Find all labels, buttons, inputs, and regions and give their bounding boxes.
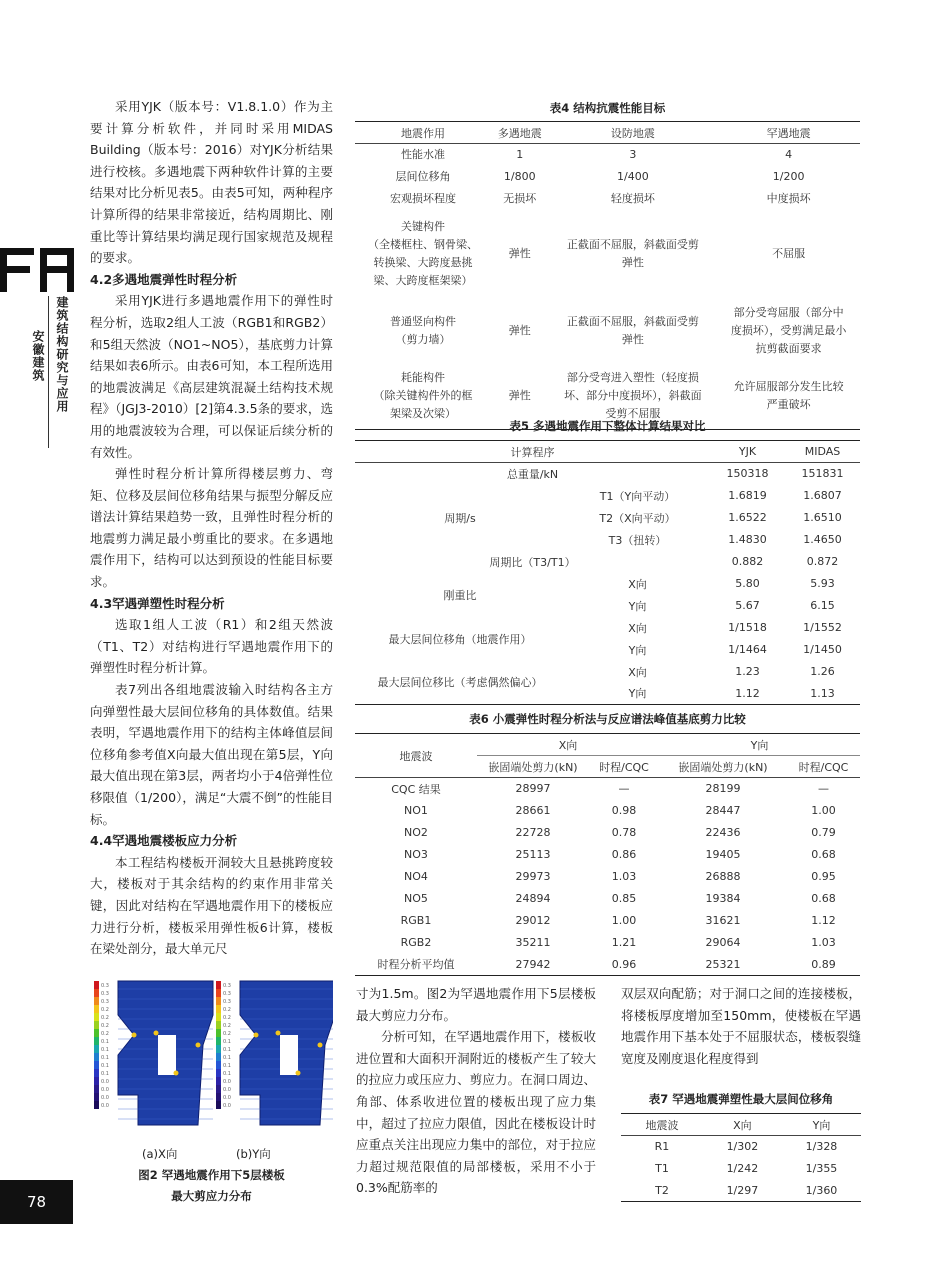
table6-cell: 0.68 — [811, 848, 836, 861]
table6-cell: 0.95 — [811, 870, 836, 883]
table5-cell: 1.4650 — [803, 533, 842, 546]
table5-sub: T2（X向平动） — [599, 511, 676, 525]
table6-cell: 29012 — [515, 914, 551, 927]
legend-label: 0.3 — [223, 991, 231, 997]
legend-label: 0.1 — [101, 1055, 109, 1061]
legend-label: 0.2 — [101, 1031, 109, 1037]
table5-cell: 1/1518 — [728, 621, 767, 634]
table6-header: 嵌固端处剪力(kN) — [659, 756, 787, 778]
table5-cell: 0.872 — [806, 555, 839, 568]
table4-header: 罕遇地震 — [717, 122, 860, 144]
table-row — [621, 1180, 861, 1202]
table6-cell: 0.98 — [611, 804, 637, 817]
table7-cell: T2 — [655, 1183, 669, 1197]
table5 — [355, 440, 860, 705]
legend-label: 0.3 — [101, 999, 109, 1005]
legend-label: 0.2 — [223, 1031, 231, 1037]
table-row — [355, 210, 860, 298]
table-row — [355, 298, 860, 364]
table-row — [355, 778, 860, 800]
table5-sub: X向 — [628, 577, 647, 591]
paragraph: 表7列出各组地震波输入时结构各主方向弹塑性最大层间位移角的具体数值。结果表明，罕遇地震作用下的结构主体峰值层间位移角参考值X向最大值出现在第5层，Y向最大值出现在第3层，两者均小于4倍弹性位移限值（1/200），满足“大震不倒”的性能目标。 — [90, 682, 333, 827]
legend-swatch — [216, 1013, 221, 1021]
table6-cell: CQC 结果 — [391, 782, 441, 796]
table6-header: 地震波 — [355, 734, 477, 778]
paragraph: 采用YJK（版本号：V1.8.1.0）作为主要计算分析软件，并同时采用MIDAS Building（版本号：2016）对YJK分析结果进行校核。多遇地震下两种软件计算的主要结果对比分析见表5。由表5可知，两种程序计算所得的结果非常接近，结构周期比、刚重比等计算结果均满足现行国家规范及规程的要求。 — [90, 99, 333, 266]
table5-cell: 0.882 — [731, 555, 764, 568]
table7-cell: 1/360 — [805, 1183, 838, 1197]
table6-cell: 28661 — [515, 804, 551, 817]
logo-mark-icon — [0, 248, 76, 292]
table6-cell: 1.03 — [611, 870, 637, 883]
stress-concentration — [254, 1033, 259, 1038]
slab-opening — [280, 1035, 298, 1075]
legend-swatch — [94, 1101, 99, 1109]
table5-cell: 151831 — [801, 467, 844, 481]
table6-cell: 28447 — [705, 804, 741, 817]
table7-header: 地震波 — [621, 1114, 703, 1136]
table6-header: 时程/CQC — [589, 756, 659, 778]
table6-cell: RGB1 — [400, 914, 432, 927]
table5-sub: T1（Y向平动） — [599, 489, 676, 503]
table4-cell: 无损坏 — [503, 191, 537, 205]
table6-cell: 0.89 — [811, 957, 836, 971]
table5-cell: 1/1552 — [803, 621, 842, 634]
stress-concentration — [196, 1043, 201, 1048]
legend-swatch — [94, 1021, 99, 1029]
table5-cell: 6.15 — [810, 599, 835, 612]
legend-swatch — [216, 1077, 221, 1085]
table4-cell: 弹性 — [508, 389, 531, 403]
page-number-box — [0, 1180, 73, 1224]
table5-header: MIDAS — [785, 441, 860, 463]
slab-opening — [158, 1035, 176, 1075]
journal-side-subtitle: 安徽建筑 — [31, 330, 45, 382]
legend-label: 0.2 — [223, 1007, 231, 1013]
table5-sub: T3（扭转） — [608, 533, 667, 547]
table4-cell: 轻度损坏 — [610, 191, 655, 205]
legend-swatch — [94, 1005, 99, 1013]
table-row — [355, 910, 860, 932]
table5-cell: 1/1464 — [728, 643, 767, 656]
table6-cell: 35211 — [515, 936, 551, 949]
legend-swatch — [94, 1061, 99, 1069]
table4-cell: 普通竖向构件 （剪力墙） — [390, 314, 457, 346]
table5-cell: 1.6510 — [803, 511, 842, 524]
table-row — [355, 844, 860, 866]
table6-cell: 1.21 — [611, 936, 637, 949]
figure-subcaption-a: (a)X向 — [142, 1147, 178, 1161]
table7-cell: 1/297 — [726, 1183, 759, 1197]
table7-caption: 表7 罕遇地震弹塑性最大层间位移角 — [648, 1092, 834, 1106]
table5-cell: 1.6807 — [803, 489, 842, 502]
table6-cell: 29064 — [705, 936, 741, 949]
figure-caption: 图2 罕遇地震作用下5层楼板 最大剪应力分布 — [138, 1168, 285, 1203]
legend-swatch — [216, 989, 221, 997]
journal-side-title: 建筑结构研究与应用 — [55, 296, 69, 413]
stress-concentration — [276, 1031, 281, 1036]
legend-label: 0.1 — [223, 1055, 231, 1061]
table6-cell: 25113 — [515, 848, 551, 861]
table6-cell: 19405 — [705, 848, 741, 861]
table6-header: Y向 — [659, 734, 860, 756]
table6-cell: 0.79 — [811, 826, 836, 839]
legend-swatch — [216, 1053, 221, 1061]
table5-cell: 1.26 — [810, 665, 835, 678]
table7-cell: T1 — [655, 1162, 669, 1175]
table6-cell: 31621 — [705, 914, 741, 927]
table5-label: 周期/s — [444, 511, 476, 525]
paragraph: 双层双向配筋；对于洞口之间的连接楼板，将楼板厚度增加至150mm，使楼板在罕遇地震作用下基本处于不屈服状态，楼板裂缝宽度及刚度退化程度得到 — [621, 986, 861, 1066]
table6-cell: 22728 — [515, 826, 551, 839]
table5-header: 计算程序 — [355, 441, 710, 463]
table5-cell: 1/1450 — [803, 643, 842, 656]
legend-label: 0.0 — [223, 1087, 231, 1093]
legend-label: 0.1 — [101, 1039, 109, 1045]
legend-label: 0.2 — [101, 1007, 109, 1013]
table5-sub: Y向 — [628, 599, 647, 613]
side-rule — [48, 296, 49, 448]
legend-label: 0.2 — [223, 1015, 231, 1021]
stress-concentration — [154, 1031, 159, 1036]
legend-swatch — [216, 1085, 221, 1093]
table-row — [355, 954, 860, 976]
table6-caption: 表6 小震弹性时程分析法与反应谱法峰值基底剪力比较 — [469, 712, 746, 726]
table6-cell: 26888 — [705, 870, 741, 883]
floor-stress-contour-figure — [90, 975, 333, 1140]
legend-swatch — [216, 1005, 221, 1013]
table6-cell: NO3 — [404, 848, 428, 861]
legend-swatch — [94, 1093, 99, 1101]
table6-cell: 1.03 — [811, 936, 836, 949]
table5-cell: 1.23 — [735, 665, 760, 678]
table6-cell: — — [618, 782, 630, 796]
legend-label: 0.1 — [223, 1047, 231, 1053]
table7-cell: 1/355 — [805, 1162, 838, 1175]
table4-cell: 弹性 — [508, 323, 531, 337]
table6-header: 时程/CQC — [787, 756, 860, 778]
legend-label: 0.2 — [101, 1023, 109, 1029]
table5-label: 总重量/kN — [506, 467, 559, 481]
table4-cell: 正截面不屈服，斜截面受剪 弹性 — [566, 314, 699, 346]
legend-label: 0.0 — [101, 1103, 109, 1109]
table4-cell: 关键构件 （全楼框柱、钢骨梁、 转换梁、大跨度悬挑 梁、大跨度框架梁） — [368, 219, 479, 287]
journal-logo — [0, 248, 76, 292]
legend-swatch — [216, 1045, 221, 1053]
table5-cell: 5.80 — [735, 577, 760, 590]
legend-label: 0.1 — [223, 1071, 231, 1077]
table6-cell: 22436 — [705, 826, 741, 839]
table5-label: 周期比（T3/T1） — [489, 555, 576, 569]
legend-label: 0.1 — [223, 1039, 231, 1045]
table6-cell: — — [818, 782, 829, 796]
legend-label: 0.0 — [223, 1103, 231, 1109]
table6-cell: 时程分析平均值 — [377, 958, 455, 972]
paragraph: 寸为1.5m。图2为罕遇地震作用下5层楼板最大剪应力分布。 — [356, 986, 596, 1023]
table4-cell: 弹性 — [508, 246, 531, 260]
legend-swatch — [216, 1101, 221, 1109]
table4 — [355, 121, 860, 430]
table-row — [621, 1158, 861, 1180]
table4-cell: 1 — [516, 147, 524, 161]
table6-cell: 0.86 — [611, 848, 637, 861]
table6-cell: 25321 — [705, 957, 741, 971]
table7-header: X向 — [703, 1114, 782, 1136]
table4-cell: 部分受弯屈服（部分中 度损坏），受剪满足最小 抗剪截面要求 — [730, 305, 847, 355]
left-column — [90, 96, 333, 960]
table5-cell: 1.4830 — [728, 533, 767, 546]
table4-cell: 中度损坏 — [766, 191, 811, 205]
table4-cell: 宏观损坏程度 — [390, 191, 457, 205]
table6-header: 嵌固端处剪力(kN) — [477, 756, 589, 778]
legend-swatch — [94, 1013, 99, 1021]
legend-swatch — [216, 981, 221, 989]
legend-label: 0.2 — [223, 1023, 231, 1029]
table-row — [355, 800, 860, 822]
table5-sub: Y向 — [628, 643, 647, 657]
table-row — [621, 1136, 861, 1158]
legend-label: 0.1 — [101, 1063, 109, 1069]
table4-cell: 部分受弯进入塑性（轻度损 坏、部分中度损坏），斜截面 受剪不屈服 — [564, 371, 702, 421]
table6-cell: 28997 — [515, 782, 551, 796]
paragraph: 采用YJK进行多遇地震作用下的弹性时程分析，选取2组人工波（RGB1和RGB2）和5组天然波（NO1~NO5），基底剪力计算结果如表6所示。由表6可知，本工程所选用的地震波满足《高层建筑混凝土结构技术规程》（JGJ3-2010）[2]第4.3.5条的要求，选用的地震波较为合理，可以保证后续分析的有效性。 — [90, 293, 333, 460]
table4-cell: 性能水准 — [401, 147, 446, 161]
table-row — [355, 144, 860, 166]
table4-header: 设防地震 — [548, 122, 717, 144]
table6-cell: 28199 — [705, 782, 741, 796]
legend-swatch — [94, 989, 99, 997]
table-row — [355, 166, 860, 188]
table5-sub: Y向 — [628, 687, 647, 701]
table7-cell: 1/302 — [726, 1140, 759, 1154]
table6-cell: NO2 — [404, 826, 428, 839]
table6-header: X向 — [477, 734, 659, 756]
legend-swatch — [216, 1021, 221, 1029]
table5-cell: 1.6819 — [728, 489, 767, 502]
stress-concentration — [296, 1071, 301, 1076]
table6-cell: NO4 — [404, 870, 428, 883]
table4-cell: 正截面不屈服，斜截面受剪 弹性 — [566, 237, 699, 269]
table4-cell: 3 — [629, 147, 637, 161]
table6-cell: 0.68 — [811, 892, 836, 905]
table5-cell: 5.67 — [735, 599, 760, 612]
section-heading: 4.3罕遇弹塑性时程分析 — [90, 595, 225, 611]
table4-cell: 不屈服 — [772, 246, 806, 260]
legend-swatch — [94, 997, 99, 1005]
table4-header: 多遇地震 — [491, 122, 548, 144]
legend-swatch — [216, 1061, 221, 1069]
stress-concentration — [132, 1033, 137, 1038]
legend-swatch — [94, 1037, 99, 1045]
figure-subcaption-b: (b)Y向 — [236, 1147, 271, 1161]
right-column — [621, 983, 861, 1069]
table4-cell: 1/200 — [772, 169, 805, 183]
table6-cell: 1.00 — [611, 914, 637, 927]
table7 — [621, 1113, 861, 1202]
paragraph: 本工程结构楼板开洞较大且悬挑跨度较大，楼板对于其余结构的约束作用非常关键，因此对结构在罕遇地震作用下的楼板应力进行分析，楼板采用弹性板6计算，楼板在梁处剖分，最大单元尺 — [90, 854, 333, 957]
section-heading: 4.4罕遇地震楼板应力分析 — [90, 833, 238, 849]
legend-swatch — [94, 1029, 99, 1037]
legend-label: 0.1 — [101, 1071, 109, 1077]
legend-label: 0.0 — [223, 1079, 231, 1085]
table-row — [355, 932, 860, 954]
table4-cell: 4 — [785, 147, 793, 161]
figure-2 — [90, 975, 333, 1140]
paragraph: 选取1组人工波（R1）和2组天然波（T1、T2）对结构进行罕遇地震作用下的弹塑性时程分析计算。 — [90, 617, 333, 676]
legend-swatch — [94, 1085, 99, 1093]
table5-cell: 5.93 — [810, 577, 835, 590]
legend-label: 0.3 — [223, 999, 231, 1005]
legend-swatch — [94, 981, 99, 989]
table6-cell: 1.12 — [811, 914, 836, 927]
table4-cell: 层间位移角 — [395, 169, 451, 183]
table6-cell: 0.78 — [611, 826, 637, 839]
legend-label: 0.0 — [223, 1095, 231, 1101]
legend-swatch — [216, 1093, 221, 1101]
table5-cell: 150318 — [726, 467, 769, 481]
table5-sub: X向 — [628, 621, 647, 635]
table4-caption: 表4 结构抗震性能目标 — [549, 101, 666, 115]
legend-swatch — [216, 997, 221, 1005]
table7-cell: 1/328 — [805, 1140, 838, 1154]
legend-swatch — [94, 1069, 99, 1077]
legend-label: 0.3 — [101, 991, 109, 997]
table4-cell: 允许屈服部分发生比较 严重破坏 — [733, 380, 844, 412]
legend-label: 0.0 — [101, 1079, 109, 1085]
table4-cell: 耗能构件 （除关键构件外的框 架梁及次梁） — [373, 371, 473, 421]
table6-cell: 1.00 — [811, 804, 836, 817]
page-number: 78 — [26, 1193, 47, 1211]
table6-cell: 24894 — [515, 892, 551, 905]
table-row — [355, 822, 860, 844]
table6-cell: 19384 — [705, 892, 741, 905]
table7-header: Y向 — [782, 1114, 861, 1136]
legend-swatch — [216, 1037, 221, 1045]
legend-swatch — [94, 1077, 99, 1085]
legend-label: 0.1 — [223, 1063, 231, 1069]
table6-cell: NO1 — [404, 804, 428, 817]
table7-cell: 1/242 — [726, 1162, 759, 1175]
table6 — [355, 733, 860, 976]
legend-swatch — [216, 1069, 221, 1077]
legend-label: 0.2 — [101, 1015, 109, 1021]
table4-header: 地震作用 — [355, 122, 491, 144]
table5-cell: 1.12 — [735, 686, 760, 700]
table5-cell: 1.13 — [810, 686, 835, 700]
legend-swatch — [94, 1045, 99, 1053]
legend-label: 0.3 — [223, 983, 231, 989]
stress-concentration — [318, 1043, 323, 1048]
table6-cell: NO5 — [404, 892, 428, 905]
paragraph: 弹性时程分析计算所得楼层剪力、弯矩、位移及层间位移角结果与振型分解反应谱法计算结果趋势一致，且弹性时程分析的地震剪力满足最小剪重比的要求。在多遇地震作用下，结构可以达到预设的性能目标要求。 — [90, 466, 333, 590]
legend-label: 0.0 — [101, 1087, 109, 1093]
middle-column — [356, 983, 596, 1199]
table4-cell: 1/800 — [503, 169, 536, 183]
section-heading: 4.2多遇地震弹性时程分析 — [90, 271, 238, 287]
table6-cell: 0.85 — [611, 892, 637, 905]
table5-label: 最大层间位移角（地震作用） — [388, 632, 532, 646]
table-row — [355, 888, 860, 910]
legend-label: 0.1 — [101, 1047, 109, 1053]
table5-cell: 1.6522 — [728, 511, 767, 524]
table4-cell: 1/400 — [617, 169, 649, 183]
table5-caption: 表5 多遇地震作用下整体计算结果对比 — [509, 419, 706, 433]
table6-cell: 0.96 — [611, 957, 637, 971]
table-row — [355, 188, 860, 210]
table-row — [355, 866, 860, 888]
table6-cell: 29973 — [515, 870, 551, 883]
legend-swatch — [216, 1029, 221, 1037]
legend-swatch — [94, 1053, 99, 1061]
table5-label: 最大层间位移比（考虑偶然偏心） — [377, 676, 543, 690]
table5-header: YJK — [710, 441, 785, 463]
stress-concentration — [174, 1071, 179, 1076]
table6-cell: 27942 — [515, 957, 551, 971]
table5-sub: X向 — [628, 665, 647, 679]
table7-cell: R1 — [654, 1140, 670, 1154]
table6-cell: RGB2 — [400, 936, 432, 949]
legend-label: 0.0 — [101, 1095, 109, 1101]
paragraph: 分析可知，在罕遇地震作用下，楼板收进位置和大面积开洞附近的楼板产生了较大的拉应力或压应力、剪应力。在洞口周边、角部、体系收进位置的楼板出现了应力集中，超过了拉应力限值，因此在楼板设计时应重点关注出现应力集中的部位，对于拉应力超过规范限值的局部楼板，采用不小于0.3%配筋率的 — [356, 1029, 596, 1196]
table5-label: 刚重比 — [443, 588, 477, 602]
legend-label: 0.3 — [101, 983, 109, 989]
